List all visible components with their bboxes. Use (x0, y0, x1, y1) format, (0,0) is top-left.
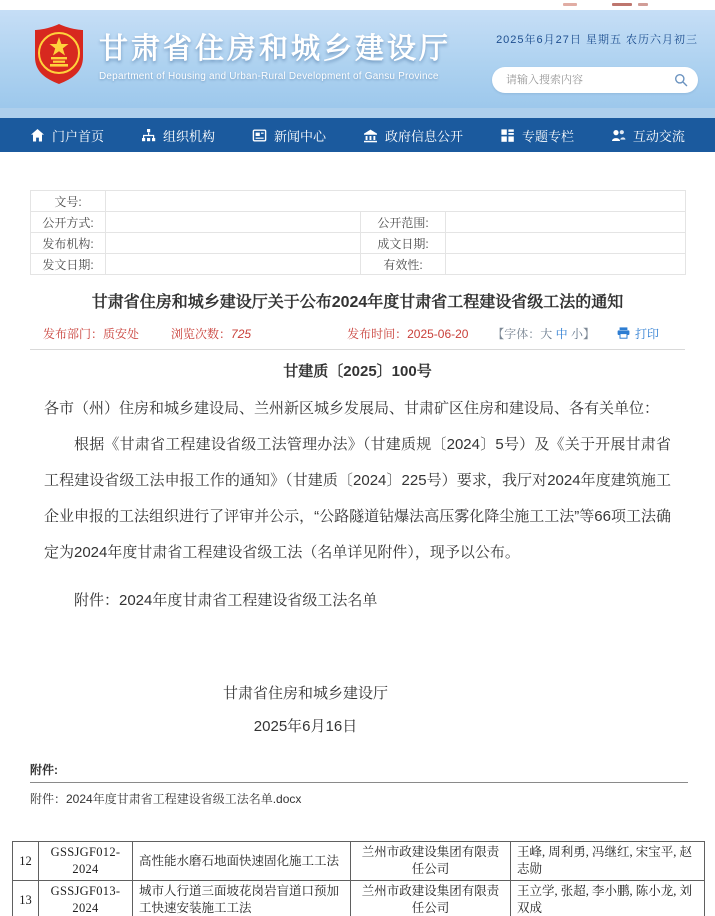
article-meta-row (43, 324, 673, 342)
signature-date: 2025年6月16日 (253, 718, 358, 735)
method-company: 兰州市政建设集团有限责任公司 (351, 881, 511, 916)
header-divider-strip (0, 108, 715, 118)
row-number: 13 (13, 881, 39, 916)
table-row (31, 212, 686, 233)
meta-value (106, 212, 361, 233)
browser-edge-strip (0, 0, 715, 10)
meta-value (446, 254, 686, 275)
table-row (13, 881, 705, 916)
signature-block (30, 677, 685, 743)
meta-divider (30, 349, 685, 350)
nav-label: 门户首页 (52, 128, 105, 144)
news-icon (252, 128, 267, 143)
national-emblem-icon (32, 23, 86, 85)
nav-label: 新闻中心 (273, 128, 326, 144)
meta-label: 公开范围: (361, 212, 446, 233)
font-large-button[interactable]: 大 (540, 326, 553, 341)
gov-building-icon (363, 128, 378, 143)
method-company: 兰州市政建设集团有限责任公司 (351, 842, 511, 881)
table-row (31, 233, 686, 254)
people-icon (611, 128, 626, 143)
addressee-line: 各市（州）住房和城乡建设局、兰州新区城乡发展局、甘肃矿区住房和建设局、各有关单位： (44, 400, 660, 417)
main-nav (0, 118, 715, 152)
site-brand[interactable] (32, 23, 451, 85)
nav-item-gov-info[interactable] (363, 126, 463, 145)
home-icon (30, 128, 45, 143)
publish-dept: 发布部门：质安处 (43, 326, 140, 341)
nav-item-interaction[interactable] (611, 126, 685, 145)
nav-label: 政府信息公开 (384, 128, 463, 144)
view-count: 浏览次数：725 (171, 326, 252, 341)
browser-artifact (612, 3, 632, 6)
topics-grid-icon (500, 128, 515, 143)
meta-value (106, 191, 686, 212)
table-row (31, 191, 686, 212)
font-medium-button[interactable]: 中 (555, 326, 568, 341)
site-header (0, 10, 715, 108)
method-people: 王峰, 周利勇, 冯继红, 宋宝平, 赵志勋 (511, 842, 705, 881)
article-body (44, 391, 671, 619)
org-chart-icon (141, 128, 156, 143)
body-paragraph: 根据《甘肃省工程建设省级工法管理办法》（甘建质规〔2024〕5号）及《关于开展甘肃省工程建设省级工法申报工作的通知》（甘建质〔2024〕225号）要求，我厅对2024年度建筑施工企业申报的工法组织进行了评审并公示，“公路隧道钻爆法高压雾化降尘施工工法”等66项工法确定为2024年度甘肃省工程建设省级工法（名单详见附件），现予以公布。 (44, 436, 671, 561)
method-name: 城市人行道三面坡花岗岩盲道口预加工快速安装施工工法 (133, 881, 351, 916)
method-name: 高性能水磨石地面快速固化施工工法 (133, 842, 351, 881)
nav-label: 互动交流 (632, 128, 685, 144)
meta-value (446, 212, 686, 233)
meta-label: 发布机构: (31, 233, 106, 254)
publish-time: 发布时间：2025-06-20 (347, 326, 469, 341)
nav-label: 专题专栏 (521, 128, 574, 144)
method-code: GSSJGF013-2024 (39, 881, 133, 916)
content-area (0, 152, 715, 808)
site-subtitle-en: Department of Housing and Urban-Rural Development of Gansu Province (99, 71, 439, 82)
document-number: 甘建质〔2025〕100号 (283, 363, 432, 380)
row-number: 12 (13, 842, 39, 881)
article-title: 甘肃省住房和城乡建设厅关于公布2024年度甘肃省工程建设省级工法的通知 (91, 294, 624, 311)
search-icon[interactable] (674, 73, 688, 87)
meta-value (106, 233, 361, 254)
browser-artifact (638, 3, 648, 6)
font-size-control: 【字体：大 中 小】 (492, 326, 595, 341)
nav-label: 组织机构 (162, 128, 215, 144)
table-row (13, 842, 705, 881)
signature-org: 甘肃省住房和城乡建设厅 (222, 685, 388, 702)
browser-artifact (563, 3, 577, 6)
meta-label: 成文日期: (361, 233, 446, 254)
brand-text (99, 26, 451, 82)
nav-item-news[interactable] (252, 126, 326, 145)
font-small-button[interactable]: 小 (570, 326, 583, 341)
table-row (31, 254, 686, 275)
printer-icon (617, 327, 630, 339)
header-date: 2025年6月27日 星期五 农历六月初三 (496, 34, 698, 46)
attachment-note: 附件：2024年度甘肃省工程建设省级工法名单 (74, 592, 378, 609)
attachments-heading: 附件: (30, 761, 688, 783)
meta-value (446, 233, 686, 254)
meta-label: 文号: (31, 191, 106, 212)
method-code: GSSJGF012-2024 (39, 842, 133, 881)
nav-item-home[interactable] (30, 126, 104, 145)
meta-label: 发文日期: (31, 254, 106, 275)
nav-item-topics[interactable] (500, 126, 574, 145)
attachment-download-link[interactable]: 附件：2024年度甘肃省工程建设省级工法名单.docx (30, 792, 302, 806)
search-box[interactable] (492, 67, 698, 93)
nav-item-organization[interactable] (141, 126, 215, 145)
document-meta-table (30, 190, 686, 275)
search-input[interactable] (506, 74, 674, 86)
meta-label: 公开方式: (31, 212, 106, 233)
print-button[interactable]: 打印 (617, 325, 659, 342)
site-title: 甘肃省住房和城乡建设厅 (99, 33, 452, 65)
method-people: 王立学, 张超, 李小鹏, 陈小龙, 刘双成 (511, 881, 705, 916)
meta-value (106, 254, 361, 275)
attachments-section (30, 761, 685, 808)
method-list-table (12, 841, 705, 916)
meta-label: 有效性: (361, 254, 446, 275)
